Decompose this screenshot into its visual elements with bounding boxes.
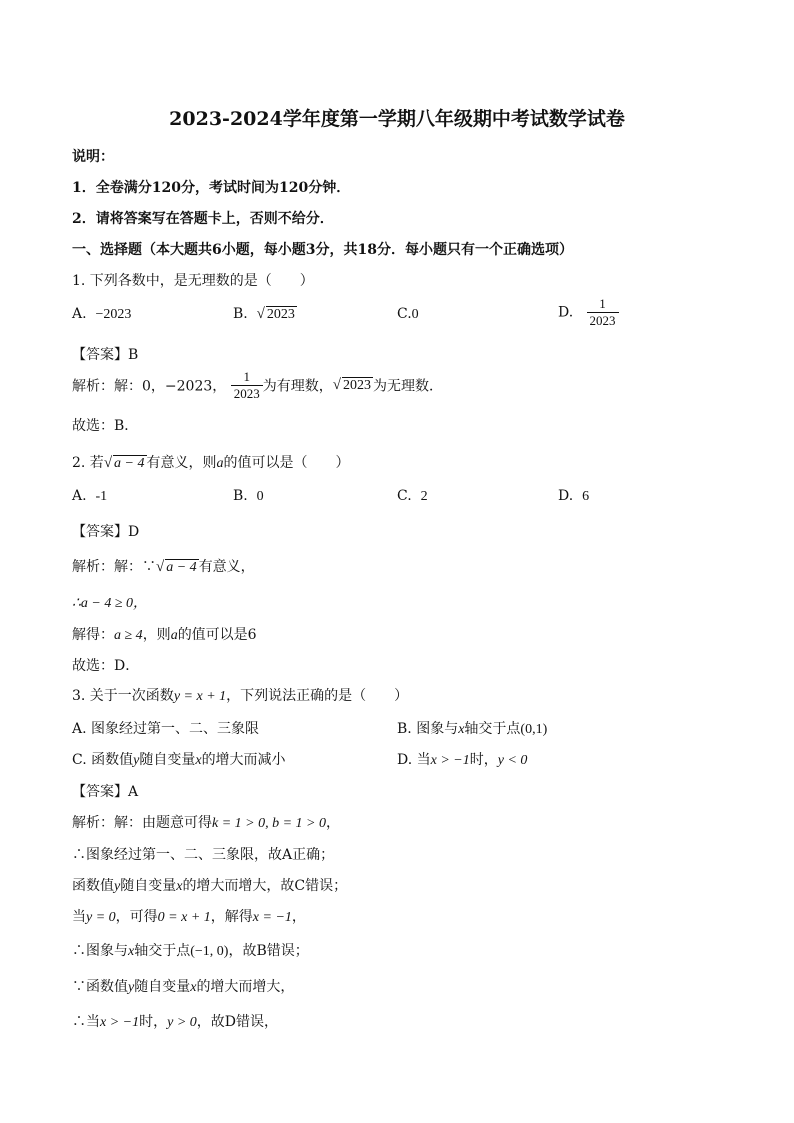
variable: x: [458, 722, 465, 737]
option-label: C.: [397, 306, 412, 322]
inequality: x > −1: [430, 753, 470, 768]
explanation-text: 有意义，: [198, 559, 255, 575]
explanation-text: 的值可以是6: [177, 627, 257, 643]
q2-option-b: [233, 488, 264, 505]
inequality: y > 0: [167, 1015, 197, 1030]
option-value: −2023: [95, 307, 132, 322]
explanation-text: 为无理数．: [372, 378, 443, 395]
fraction-numerator: 1: [243, 369, 250, 384]
fraction: [231, 369, 263, 402]
q3-explanation-3: [72, 875, 347, 895]
q1-option-d: [558, 296, 619, 329]
inequality: y < 0: [497, 753, 528, 768]
inequality: x > −1: [100, 1015, 140, 1030]
option-text: D. 当: [397, 752, 431, 768]
q3-option-b: [397, 718, 547, 738]
q3-option-c: [72, 749, 286, 769]
option-label: A.: [72, 306, 87, 322]
option-value: 2: [420, 489, 428, 504]
q3-stem: [72, 685, 408, 705]
q1-option-a: [72, 306, 131, 323]
q2-option-d: [558, 488, 589, 505]
stem-text: 有意义，则: [146, 455, 217, 471]
option-value: 0: [411, 307, 419, 322]
radical-sign: √: [156, 559, 165, 575]
explanation-text: 随自变量: [134, 979, 191, 995]
q1-stem: 1. 下列各数中，是无理数的是（ ）: [72, 273, 314, 289]
stem-text: 2. 若: [72, 455, 104, 471]
q3-explanation-2: ∴图象经过第一、二、三象限，故A正确；: [72, 847, 335, 863]
instruction-2: 2．请将答案写在答题卡上，否则不给分．: [72, 211, 334, 227]
variable: x: [176, 879, 183, 894]
option-text: C. 函数值: [72, 752, 134, 768]
option-label: D.: [558, 304, 574, 321]
radicand: 2023: [342, 378, 371, 393]
variable: x: [190, 980, 197, 995]
explanation-text: 随自变量: [120, 878, 177, 894]
option-text: 轴交于点: [464, 721, 521, 737]
point: (−1, 0): [190, 944, 229, 959]
explanation-text: ，则: [142, 627, 171, 643]
explanation-text: ，解得: [210, 909, 253, 925]
explanation-text: 为有理数，: [262, 378, 333, 395]
equation: y = x + 1: [173, 689, 227, 704]
variable: a: [216, 456, 224, 471]
explanation-text: 的增大而增大，: [196, 979, 295, 995]
option-text: 随自变量: [139, 752, 196, 768]
q1-option-b: [233, 306, 297, 323]
point: (0,1): [520, 722, 548, 737]
equation: 0 = x + 1: [157, 910, 211, 925]
section-heading: 一、选择题（本大题共6小题，每小题3分，共18分．每小题只有一个正确选项）: [72, 242, 573, 258]
q3-explanation-1: [72, 812, 340, 832]
q3-explanation-7: [72, 1011, 278, 1031]
explanation-text: ，故B错误；: [228, 943, 309, 959]
explanation-text: ∴当: [72, 1014, 100, 1030]
q3-answer: 【答案】A: [72, 784, 139, 800]
q2-option-c: [397, 488, 428, 505]
q2-explanation-3: [72, 624, 257, 644]
explanation-text: 解析：解：0，−2023，: [72, 378, 227, 395]
q3-explanation-4: [72, 906, 306, 926]
q1-choice: 故选：B．: [72, 418, 139, 434]
q1-explanation: [72, 369, 443, 402]
variable: y: [128, 980, 135, 995]
variable: y: [114, 879, 121, 894]
q3-option-a: A. 图象经过第一、二、三象限: [72, 721, 260, 737]
q2-choice: 故选：D．: [72, 658, 140, 674]
variable: y: [133, 753, 140, 768]
option-label: A.: [72, 488, 87, 504]
q3-explanation-5: [72, 940, 309, 960]
fraction: [587, 296, 619, 329]
radicand: a − 4: [114, 456, 145, 471]
instructions-heading: 说明：: [72, 149, 114, 165]
radical-sign: √: [332, 377, 341, 393]
option-value: 0: [256, 489, 264, 504]
equation: k = 1 > 0, b = 1 > 0: [212, 816, 327, 831]
stem-text: 的值可以是（ ）: [223, 455, 350, 471]
explanation-text: ∴图象与: [72, 943, 128, 959]
variable: a: [170, 628, 178, 643]
equation: y = 0: [86, 910, 116, 925]
option-label: C.: [397, 488, 412, 504]
stem-text: ，下列说法正确的是（ ）: [226, 688, 409, 704]
explanation-text: 当: [72, 909, 86, 925]
fraction-denominator: 2023: [231, 385, 263, 402]
page-title: 2023-2024学年度第一学期八年级期中考试数学试卷: [169, 108, 625, 130]
q1-answer: 【答案】B: [72, 347, 139, 363]
option-label: D.: [558, 488, 574, 504]
radical-sign: √: [256, 306, 265, 322]
option-label: B.: [233, 306, 248, 322]
explanation-text: 解析：解：由题意可得: [72, 815, 212, 831]
variable: x: [128, 944, 135, 959]
explanation-text: 的增大而增大，故C错误；: [182, 878, 348, 894]
fraction-denominator: 2023: [587, 312, 619, 329]
explanation-text: 时，: [139, 1014, 168, 1030]
q2-stem: [72, 452, 350, 472]
q3-option-d: [397, 749, 527, 769]
explanation-text: ，: [291, 909, 306, 925]
explanation-text: ，故D错误，: [196, 1014, 279, 1030]
option-text: 时，: [469, 752, 498, 768]
q2-answer: 【答案】D: [72, 524, 140, 540]
q2-explanation-2: ∴a − 4 ≥ 0，: [72, 596, 148, 611]
fraction-numerator: 1: [599, 296, 606, 311]
instruction-1: 1．全卷满分120分，考试时间为120分钟．: [72, 180, 351, 196]
variable: x: [195, 753, 202, 768]
explanation-text: ∵函数值: [72, 979, 128, 995]
equation: x = −1: [252, 910, 292, 925]
option-text: B. 图象与: [397, 721, 459, 737]
q2-option-a: [72, 488, 107, 505]
option-value: 2023: [266, 307, 295, 322]
explanation-text: 解得：: [72, 627, 114, 643]
explanation-text: 解析：解：∵: [72, 559, 156, 575]
explanation-text: ，可得: [115, 909, 158, 925]
option-text: 的增大而减小: [201, 752, 286, 768]
option-value: 6: [582, 489, 590, 504]
radical-sign: √: [103, 455, 113, 471]
option-label: B.: [233, 488, 248, 504]
explanation-text: ，: [326, 815, 341, 831]
explanation-text: 轴交于点: [134, 943, 191, 959]
stem-text: 3. 关于一次函数: [72, 688, 174, 704]
q1-option-c: [397, 306, 419, 323]
explanation-text: 函数值: [72, 878, 114, 894]
q3-explanation-6: [72, 976, 294, 996]
q2-explanation-1: [72, 556, 255, 576]
inequality: a ≥ 4: [114, 628, 143, 643]
option-value: -1: [95, 489, 108, 504]
radicand: a − 4: [166, 560, 197, 575]
